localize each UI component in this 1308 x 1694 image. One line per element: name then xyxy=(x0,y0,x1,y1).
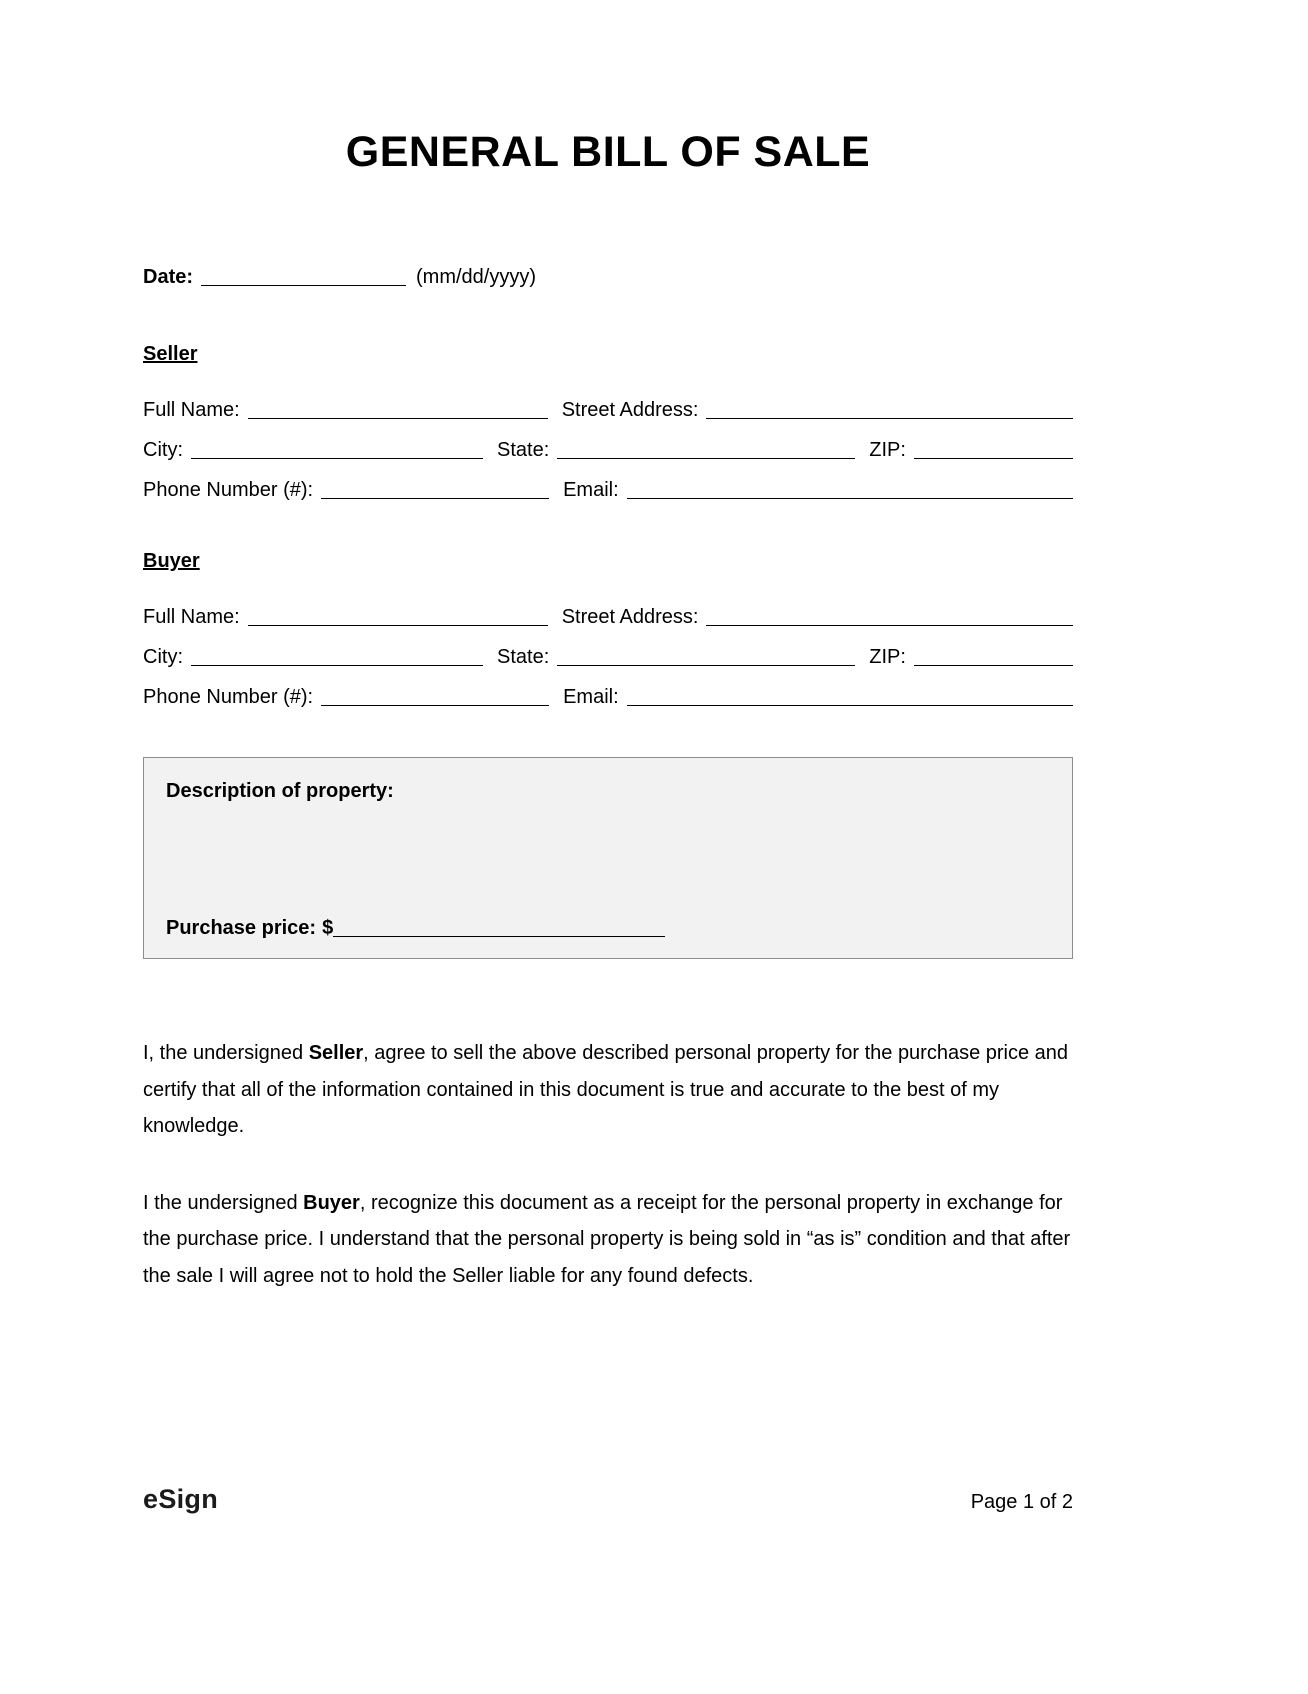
buyer-zip-label: ZIP: xyxy=(869,646,906,668)
date-row xyxy=(143,263,1073,289)
seller-phone-email-row xyxy=(143,476,1073,502)
page-footer xyxy=(143,1484,1073,1515)
seller-zip-blank[interactable] xyxy=(914,439,1073,459)
seller-city-blank[interactable] xyxy=(191,439,483,459)
purchase-price-blank[interactable] xyxy=(333,917,665,937)
buyer-state-label: State: xyxy=(497,646,550,668)
seller-email-blank[interactable] xyxy=(627,479,1073,499)
buyer-city-blank[interactable] xyxy=(191,646,483,666)
buyer-state-blank[interactable] xyxy=(557,646,855,666)
buyer-street-address-blank[interactable] xyxy=(706,606,1073,626)
seller-full-name-label: Full Name: xyxy=(143,399,240,421)
seller-phone-label: Phone Number (#): xyxy=(143,479,314,501)
buyer-clause-rest: , recognize this document as a receipt for the personal property in exchange for the purchase price. I understand that the personal property is being sold in “as is” condition and that after the sale I will agree not to hold the Seller liable for any found defects. xyxy=(143,1191,1071,1287)
seller-clause-lead: I, the undersigned xyxy=(143,1042,309,1064)
purchase-price-row xyxy=(166,914,1050,940)
seller-street-address-blank[interactable] xyxy=(706,399,1073,419)
buyer-phone-email-row xyxy=(143,683,1073,709)
brand-logo: eSign xyxy=(143,1484,219,1514)
buyer-agreement-paragraph xyxy=(143,1185,1071,1295)
buyer-city-state-zip-row xyxy=(143,643,1073,669)
seller-city-state-zip-row xyxy=(143,436,1073,462)
seller-email-label: Email: xyxy=(563,479,619,501)
seller-state-label: State: xyxy=(497,439,550,461)
buyer-street-address-label: Street Address: xyxy=(561,606,699,628)
buyer-clause-emphasis: Buyer xyxy=(303,1191,360,1214)
property-description-label: Description of property: xyxy=(166,780,394,802)
buyer-phone-label: Phone Number (#): xyxy=(143,686,314,708)
buyer-email-blank[interactable] xyxy=(627,686,1073,706)
date-label: Date: xyxy=(143,266,194,288)
seller-agreement-paragraph xyxy=(143,1035,1071,1145)
purchase-price-label: Purchase price: xyxy=(166,917,317,939)
property-description-box xyxy=(143,757,1073,959)
buyer-full-name-label: Full Name: xyxy=(143,606,240,628)
buyer-zip-blank[interactable] xyxy=(914,646,1073,666)
page-title: GENERAL BILL OF SALE xyxy=(345,128,871,176)
seller-full-name-blank[interactable] xyxy=(248,399,548,419)
date-blank[interactable] xyxy=(201,266,406,286)
buyer-name-address-row xyxy=(143,603,1073,629)
seller-clause-emphasis: Seller xyxy=(308,1042,364,1064)
buyer-phone-blank[interactable] xyxy=(321,686,549,706)
page-indicator: Page 1 of 2 xyxy=(970,1491,1073,1513)
buyer-section xyxy=(143,550,1073,709)
date-format-hint: (mm/dd/yyyy) xyxy=(416,266,537,288)
seller-name-address-row xyxy=(143,396,1073,422)
currency-symbol: $ xyxy=(322,917,334,939)
property-description-area[interactable] xyxy=(166,803,1050,914)
seller-city-label: City: xyxy=(143,439,183,461)
buyer-clause-lead: I the undersigned xyxy=(143,1191,304,1214)
buyer-heading: Buyer xyxy=(143,550,200,572)
seller-state-blank[interactable] xyxy=(557,439,855,459)
buyer-city-label: City: xyxy=(143,646,183,668)
agreement-paragraphs xyxy=(143,1035,1073,1294)
seller-street-address-label: Street Address: xyxy=(561,399,699,421)
seller-clause-rest: , agree to sell the above described personal property for the purchase price and certify that all of the information contained in this document is true and accurate to the best of my knowledge. xyxy=(143,1042,1069,1137)
seller-zip-label: ZIP: xyxy=(869,439,906,461)
buyer-email-label: Email: xyxy=(563,686,619,708)
seller-section xyxy=(143,343,1073,502)
buyer-full-name-blank[interactable] xyxy=(248,606,548,626)
seller-heading: Seller xyxy=(143,343,198,365)
seller-phone-blank[interactable] xyxy=(321,479,549,499)
